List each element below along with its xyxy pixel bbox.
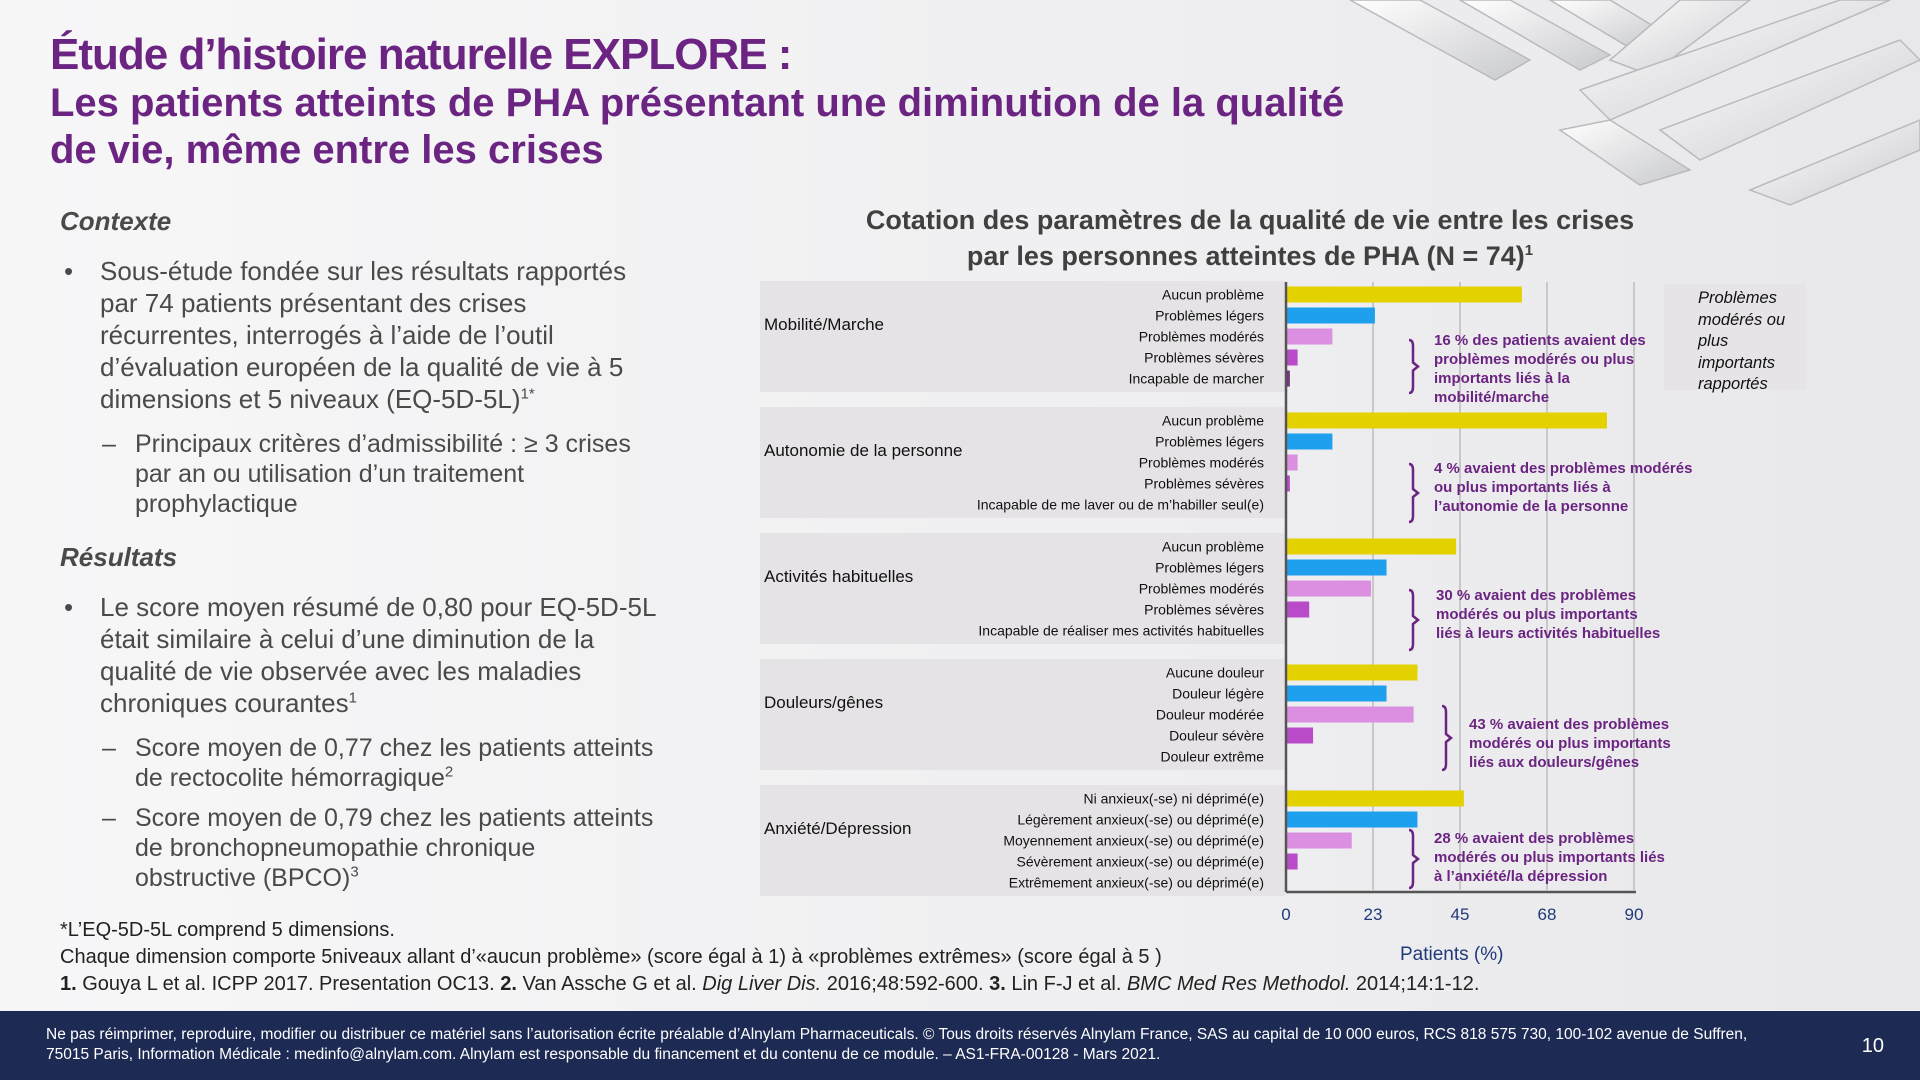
context-bullet: • Sous-étude fondée sur les résultats rapportés par 74 patients présentant des crises récurrentes, interrogés à l’aide de l’outil d’évaluation européen de la qualité de vie à 5 dimensions et 5 niveaux $(EQ-5D-5L)^{1*}$ xyxy=(60,255,660,415)
context-heading: Contexte xyxy=(60,206,172,236)
page-number: 10 xyxy=(1861,1035,1884,1057)
bar xyxy=(1286,539,1456,555)
results-heading: Résultats xyxy=(60,542,178,572)
callout-mobility: 16 % des patients avaient des problèmes modérés ou plus importants liés à la mobilité/marche xyxy=(1434,332,1646,406)
level-label: Problèmes sévères xyxy=(1144,349,1264,366)
bar xyxy=(1286,308,1375,324)
callout-bracket xyxy=(1409,590,1418,650)
dimension-label: Activités habituelles xyxy=(764,567,914,586)
level-label: Problèmes modérés xyxy=(1138,454,1264,471)
callout-anxiety: 28 % avaient des problèmes modérés ou plus importants liés à l’anxiété/la dépression xyxy=(1434,830,1665,885)
bar xyxy=(1286,434,1332,450)
callout-bracket xyxy=(1409,464,1418,522)
level-label: Sévèrement anxieux(-se) ou déprimé(e) xyxy=(1016,853,1264,870)
callout-bracket xyxy=(1409,830,1418,888)
level-label: Ni anxieux(-se) ni déprimé(e) xyxy=(1083,790,1264,807)
bar xyxy=(1286,287,1522,303)
dimension-label: Anxiété/Dépression xyxy=(764,819,912,838)
level-label: Aucun problème xyxy=(1162,286,1264,303)
bar xyxy=(1286,413,1607,429)
references: 1. Gouya L et al. ICPP 2017. Presentation OC13. 2. Van Assche G et al. Dig Liver Dis. 2016;48:592-600. 3. Lin F-J et al. BMC Med Res Methodol. 2014;14:1-12. xyxy=(60,973,1480,995)
bar xyxy=(1286,350,1298,366)
bar xyxy=(1286,665,1417,681)
footnote-line-2: Chaque dimension comporte 5niveaux allant d’«aucun problème» (score égal à 1) à «problèmes extrêmes» (score égal à 5 ) xyxy=(60,946,1162,968)
bar xyxy=(1286,581,1371,597)
level-label: Douleur modérée xyxy=(1155,706,1264,723)
callout-pain: 43 % avaient des problèmes modérés ou plus importants liés aux douleurs/gênes xyxy=(1469,716,1671,771)
bar xyxy=(1286,791,1464,807)
bar xyxy=(1286,812,1417,828)
x-tick-label: 0 xyxy=(1281,905,1291,924)
legend-text: Problèmes modérés ou plus importants rapportés xyxy=(1698,289,1786,393)
dimension-label: Douleurs/gênes xyxy=(764,693,884,712)
level-label: Incapable de réaliser mes activités habituelles xyxy=(978,622,1264,639)
level-label: Problèmes légers xyxy=(1155,433,1264,450)
level-label: Incapable de marcher xyxy=(1128,370,1264,387)
x-tick-label: 90 xyxy=(1624,905,1644,924)
level-label: Aucun problème xyxy=(1162,412,1264,429)
footnote xyxy=(60,917,1162,971)
x-axis-label: Patients (%) xyxy=(1400,944,1504,965)
level-label: Problèmes légers xyxy=(1155,307,1264,324)
level-label: Problèmes modérés xyxy=(1138,328,1264,345)
bar xyxy=(1286,560,1387,576)
bar xyxy=(1286,833,1352,849)
results-sub-bullet-1: – Score moyen de 0,77 chez les patients atteints de rectocolite hémorragique$^2$ xyxy=(60,733,660,793)
level-label: Douleur extrême xyxy=(1160,748,1264,765)
x-tick-label: 45 xyxy=(1450,905,1470,924)
level-label: Incapable de me laver ou de m’habiller seul(e) xyxy=(976,496,1264,513)
bar xyxy=(1286,707,1414,723)
results-sub-bullet-2: – Score moyen de 0,79 chez les patients atteints de bronchopneumopathie chronique obstructive (BPCO)$^3$ xyxy=(60,803,660,893)
level-label: Douleur légère xyxy=(1172,685,1264,702)
bar xyxy=(1286,329,1332,345)
callout-bracket xyxy=(1409,340,1418,393)
chart-title: Cotation des paramètres de la qualité de vie entre les crises par les personnes atteintes de PHA (N = 74)$^1$ xyxy=(865,205,1635,271)
callout-activities: 30 % avaient des problèmes modérés ou plus importants liés à leurs activités habituelles xyxy=(1436,587,1661,642)
level-label: Problèmes modérés xyxy=(1138,580,1264,597)
level-label: Problèmes sévères xyxy=(1144,475,1264,492)
bar xyxy=(1286,686,1387,702)
results-bullet: • Le score moyen résumé de 0,80 pour EQ-5D-5L était similaire à celui d’une diminution de la qualité de vie observée avec les maladies chroniques courantes$^1$ xyxy=(60,591,660,719)
context-sub-bullet: – Principaux critères d’admissibilité : ≥ 3 crises par an ou utilisation d’un traitement prophylactique xyxy=(60,429,660,519)
level-label: Problèmes sévères xyxy=(1144,601,1264,618)
title-line-1: Étude d’histoire naturelle EXPLORE : xyxy=(50,30,792,79)
footer-bar xyxy=(0,1011,1920,1080)
x-tick-label: 23 xyxy=(1363,905,1383,924)
level-label: Aucune douleur xyxy=(1165,664,1264,681)
level-label: Moyennement anxieux(-se) ou déprimé(e) xyxy=(1003,832,1264,849)
bar xyxy=(1286,854,1298,870)
bar xyxy=(1286,602,1309,618)
x-tick-label: 68 xyxy=(1537,905,1557,924)
dimension-label: Autonomie de la personne xyxy=(764,441,963,460)
level-label: Problèmes légers xyxy=(1155,559,1264,576)
level-label: Légèrement anxieux(-se) ou déprimé(e) xyxy=(1017,811,1264,828)
callout-bracket xyxy=(1442,706,1451,770)
footnote-line-1: *L’EQ-5D-5L comprend 5 dimensions. xyxy=(60,919,395,941)
bar xyxy=(1286,455,1298,471)
level-label: Douleur sévère xyxy=(1169,727,1264,744)
level-label: Extrêmement anxieux(-se) ou déprimé(e) xyxy=(1008,874,1264,891)
legal-text: Ne pas réimprimer, reproduire, modifier ou distribuer ce matériel sans l’autorisation écrite préalable d’Alnylam Pharmaceuticals. © Tous droits réservés Alnylam France, SAS au capital de 10 000 euros, RCS 818 575 730, 100-102 avenue de Suffren, 75015 Paris, Information Médicale : medinfo@alnylam.com. Alnylam est responsable du financement et du contenu de ce module. – AS1-FRA-00128 - Mars 2021. xyxy=(46,1026,1748,1063)
level-label: Aucun problème xyxy=(1162,538,1264,555)
callout-autonomy: 4 % avaient des problèmes modérés ou plus importants liés à l’autonomie de la personne xyxy=(1434,460,1693,515)
bar xyxy=(1286,728,1313,744)
title-line-2: Les patients atteints de PHA présentant une diminution de la qualité de vie, même entre les crises xyxy=(50,81,1345,172)
dimension-label: Mobilité/Marche xyxy=(764,315,884,334)
